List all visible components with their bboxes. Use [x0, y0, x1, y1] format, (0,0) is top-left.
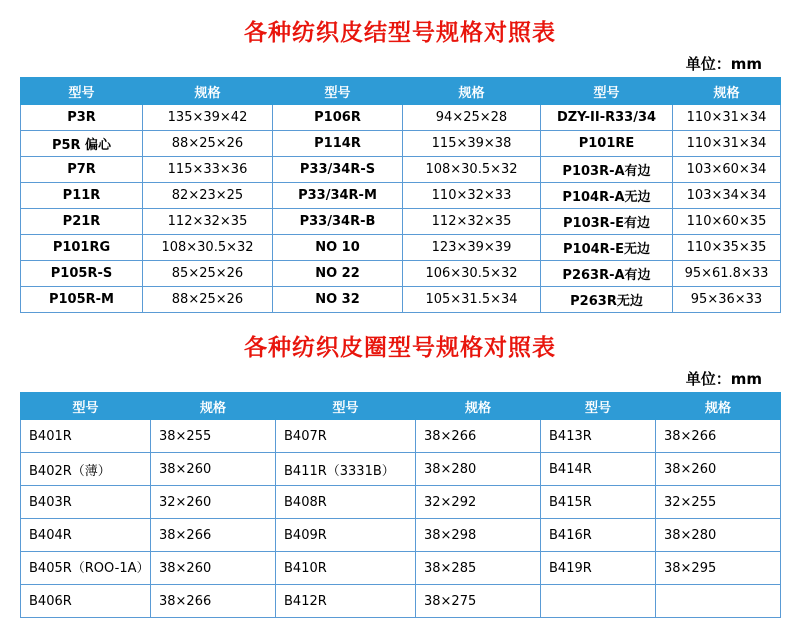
- cell-spec: 82×23×25: [143, 183, 273, 209]
- cell-model: P263R-A有边: [541, 261, 673, 287]
- cell-spec: 38×295: [656, 552, 781, 585]
- cell-spec: 110×60×35: [673, 209, 781, 235]
- table-row: [21, 105, 781, 131]
- section-leather-ring: [0, 313, 800, 618]
- cell-model: P103R-A有边: [541, 157, 673, 183]
- page-title-2: 各种纺织皮圈型号规格对照表: [244, 335, 556, 361]
- table-row: [21, 131, 781, 157]
- table-row: [21, 486, 781, 519]
- cell-model: B403R: [21, 486, 151, 519]
- cell-model: B412R: [276, 585, 416, 618]
- cell-spec: 38×298: [416, 519, 541, 552]
- cell-spec: 110×32×33: [403, 183, 541, 209]
- cell-model: B415R: [541, 486, 656, 519]
- cell-spec: 88×25×26: [143, 131, 273, 157]
- column-header: 型号: [276, 393, 416, 420]
- cell-spec: 38×266: [416, 420, 541, 453]
- cell-spec: 110×35×35: [673, 235, 781, 261]
- cell-model: B405R（ROO-1A）: [21, 552, 151, 585]
- cell-spec: 108×30.5×32: [143, 235, 273, 261]
- cell-model: DZY-II-R33/34: [541, 105, 673, 131]
- cell-spec: 38×266: [151, 585, 276, 618]
- table-row: [21, 261, 781, 287]
- cell-spec: 38×260: [656, 453, 781, 486]
- cell-spec: 32×292: [416, 486, 541, 519]
- cell-model: B411R（3331B）: [276, 453, 416, 486]
- cell-model: P7R: [21, 157, 143, 183]
- cell-model: B407R: [276, 420, 416, 453]
- cell-model: P263R无边: [541, 287, 673, 313]
- cell-spec: 110×31×34: [673, 131, 781, 157]
- cell-model: P104R-E无边: [541, 235, 673, 261]
- cell-model: B414R: [541, 453, 656, 486]
- cell-spec: 38×275: [416, 585, 541, 618]
- column-header: 型号: [21, 78, 143, 105]
- table-header-row: [21, 393, 781, 420]
- cell-model: B406R: [21, 585, 151, 618]
- cell-model: P106R: [273, 105, 403, 131]
- cell-spec: 112×32×35: [403, 209, 541, 235]
- table-row: [21, 552, 781, 585]
- cell-spec: 103×60×34: [673, 157, 781, 183]
- spec-table-leather-knot: [20, 77, 781, 313]
- cell-spec: 108×30.5×32: [403, 157, 541, 183]
- cell-spec: 38×266: [656, 420, 781, 453]
- cell-spec: 110×31×34: [673, 105, 781, 131]
- cell-spec: 106×30.5×32: [403, 261, 541, 287]
- cell-spec: 88×25×26: [143, 287, 273, 313]
- column-header: 规格: [656, 393, 781, 420]
- column-header: 型号: [541, 393, 656, 420]
- cell-model: B413R: [541, 420, 656, 453]
- table-row: [21, 585, 781, 618]
- table-row: [21, 209, 781, 235]
- cell-model: B419R: [541, 552, 656, 585]
- table-row: [21, 287, 781, 313]
- cell-model: P103R-E有边: [541, 209, 673, 235]
- cell-spec: 38×280: [656, 519, 781, 552]
- cell-model: P5R 偏心: [21, 131, 143, 157]
- column-header: 规格: [143, 78, 273, 105]
- table-row: [21, 235, 781, 261]
- column-header: 型号: [541, 78, 673, 105]
- cell-model: P3R: [21, 105, 143, 131]
- cell-spec: 38×260: [151, 453, 276, 486]
- page-title-1: 各种纺织皮结型号规格对照表: [244, 20, 556, 46]
- cell-spec: 95×36×33: [673, 287, 781, 313]
- column-header: 型号: [273, 78, 403, 105]
- cell-spec: 32×260: [151, 486, 276, 519]
- cell-model: [541, 585, 656, 618]
- table-row: [21, 157, 781, 183]
- table-header-row: [21, 78, 781, 105]
- cell-spec: 135×39×42: [143, 105, 273, 131]
- table-row: [21, 420, 781, 453]
- cell-spec: 38×255: [151, 420, 276, 453]
- cell-spec: 105×31.5×34: [403, 287, 541, 313]
- table-row: [21, 183, 781, 209]
- spec-table-leather-ring: [20, 392, 781, 618]
- cell-spec: [656, 585, 781, 618]
- cell-model: P33/34R-S: [273, 157, 403, 183]
- cell-model: B416R: [541, 519, 656, 552]
- cell-spec: 85×25×26: [143, 261, 273, 287]
- table-row: [21, 519, 781, 552]
- cell-spec: 32×255: [656, 486, 781, 519]
- cell-spec: 112×32×35: [143, 209, 273, 235]
- cell-spec: 123×39×39: [403, 235, 541, 261]
- cell-model: B409R: [276, 519, 416, 552]
- cell-model: NO 32: [273, 287, 403, 313]
- cell-spec: 115×39×38: [403, 131, 541, 157]
- column-header: 规格: [416, 393, 541, 420]
- cell-model: P105R-M: [21, 287, 143, 313]
- cell-model: B401R: [21, 420, 151, 453]
- cell-spec: 94×25×28: [403, 105, 541, 131]
- cell-spec: 38×285: [416, 552, 541, 585]
- cell-model: P105R-S: [21, 261, 143, 287]
- cell-spec: 38×280: [416, 453, 541, 486]
- cell-model: P104R-A无边: [541, 183, 673, 209]
- cell-spec: 95×61.8×33: [673, 261, 781, 287]
- cell-model: P33/34R-M: [273, 183, 403, 209]
- cell-model: P101RE: [541, 131, 673, 157]
- cell-spec: 38×260: [151, 552, 276, 585]
- unit-label-1: 单位：mm: [685, 55, 762, 73]
- cell-model: B408R: [276, 486, 416, 519]
- cell-spec: 115×33×36: [143, 157, 273, 183]
- cell-model: B402R（薄）: [21, 453, 151, 486]
- unit-label-2: 单位：mm: [685, 370, 762, 388]
- cell-spec: 103×34×34: [673, 183, 781, 209]
- cell-model: NO 10: [273, 235, 403, 261]
- cell-model: P101RG: [21, 235, 143, 261]
- cell-model: P114R: [273, 131, 403, 157]
- cell-model: P21R: [21, 209, 143, 235]
- column-header: 规格: [673, 78, 781, 105]
- cell-spec: 38×266: [151, 519, 276, 552]
- cell-model: NO 22: [273, 261, 403, 287]
- column-header: 型号: [21, 393, 151, 420]
- cell-model: B404R: [21, 519, 151, 552]
- cell-model: P33/34R-B: [273, 209, 403, 235]
- table-row: [21, 453, 781, 486]
- cell-model: P11R: [21, 183, 143, 209]
- column-header: 规格: [151, 393, 276, 420]
- column-header: 规格: [403, 78, 541, 105]
- cell-model: B410R: [276, 552, 416, 585]
